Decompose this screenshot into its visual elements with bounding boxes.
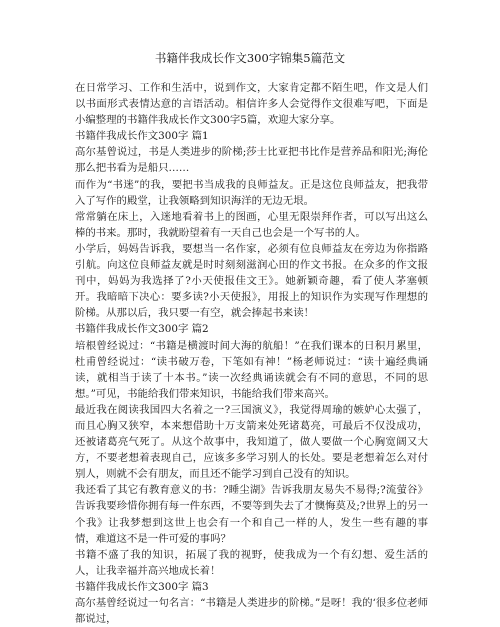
section-heading: 书籍伴我成长作文300字 篇2 bbox=[75, 323, 209, 336]
paragraph: 培根曾经说过：“书籍是横渡时间大海的航船！”在我们课本的日积月累里，杜甫曾经说过：“读书破万卷，下笔如有神！”杨老师说过：“读十遍经典诵读，就相当于读了十本书。”读一次经典诵读就会有不同的意思，不同的思想。”可见，书能给我们带来知识，书能给我们带来高兴。 bbox=[75, 339, 428, 400]
paragraph: 高尔基曾说过，书是人类进步的阶梯;莎士比亚把书比作是营养品和阳光;海伦那么把书看为是船只…… bbox=[75, 146, 428, 175]
section-heading: 书籍伴我成长作文300字 篇1 bbox=[75, 130, 209, 143]
paragraph: 在日常学习、工作和生活中，说到作文，大家肯定都不陌生吧，作文是人们以书面形式表情达意的言语活动。相信许多人会觉得作文很难写吧，下面是小编整理的书籍伴我成长作文300字5篇，欢迎大家分享。 bbox=[75, 82, 428, 127]
paragraph: 最近我在阅读我国四大名着之一?三国演义》，我觉得周瑜的嫉妒心太强了，而且心胸又狭窄，本来想借助十万支箭来处死诸葛亮，可最后不仅没成功，还被诸葛亮气死了。从这个故事中，我知道了，做人要做一个心胸宽阔又大方，不要老想着表现自己，应该多多学习别人的长处。要是老想着怎么对付别人，则就不会有朋友，而且还不能学习到自己没有的知识。 bbox=[75, 403, 428, 481]
section-heading: 书籍伴我成长作文300字 篇3 bbox=[75, 580, 209, 593]
paragraph: 我还看了其它有教育意义的书：?睡尘湖》告诉我朋友易失不易得;?流萤谷》告诉我要珍惜你拥有每一件东西，不要等到失去了才懊悔莫及;?世界上的另一个我》让我梦想到这世上也会有一个和自己一样的人，发生一些有趣的事情，难道这不是一件可爱的事吗？ bbox=[75, 484, 428, 545]
paragraph: 书籍不盛了我的知识，拓展了我的视野，使我成为一个有幻想、爱生活的人，让我幸福并高兴地成长着！ bbox=[75, 548, 428, 577]
paragraph: 而作为“书迷”的我，要把书当成我的良师益友。正是这位良师益友，把我带入了写作的殿堂，让我领略到知识海洋的无边无垠。 bbox=[75, 178, 428, 207]
document-body bbox=[75, 80, 428, 627]
paragraph: 小学后，妈妈告诉我，要想当一名作家，必须有位良师益友在旁边为你指路引航。向这位良师益友就是时时刻刻滋润心田的作文书报。在众多的作文报刊中，妈妈为我选择了?小天使报佳文王》。她新颖奇趣，看了使人茅塞顿开。我暗暗下决心：要多读?小天使报》，用报上的知识作为实现写作理想的阶梯。从那以后，我只要一有空，就会捧起书来读！ bbox=[75, 242, 428, 320]
page-title: 书籍伴我成长作文300字锦集5篇范文 bbox=[154, 51, 346, 65]
paragraph: 高尔基曾经说过一句名言：“书籍是人类进步的阶梯。”是呀！我的‘很多位老师都说过， bbox=[75, 597, 428, 626]
paragraph: 常常躺在床上，入迷地看着书上的图画，心里无限崇拜作者，可以写出这么棒的书来。那时，我就盼望着有一天自己也会是一个写书的人。 bbox=[75, 210, 428, 239]
